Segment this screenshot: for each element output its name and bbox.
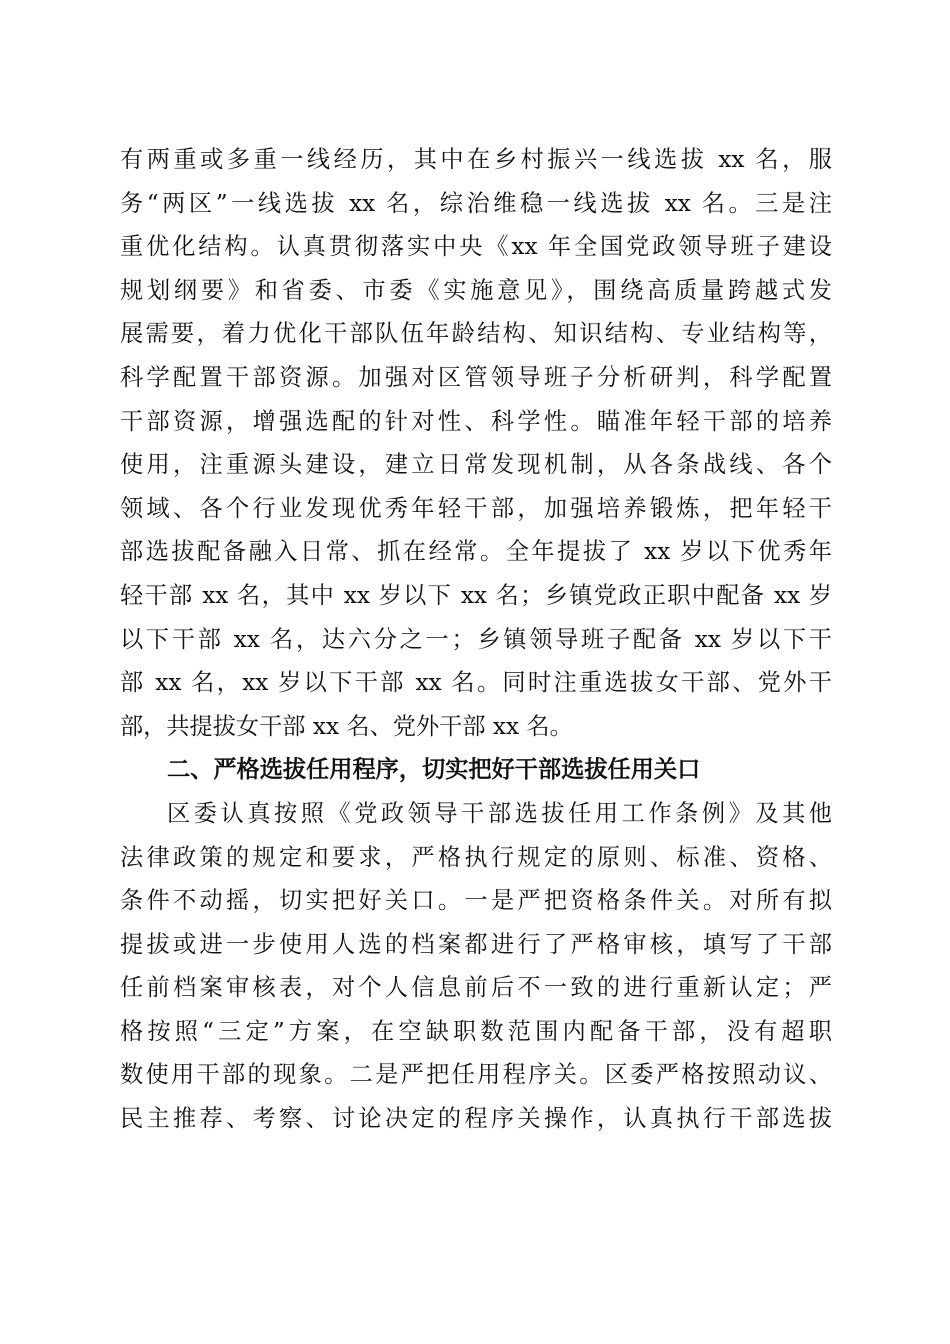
text-line: 格按照“三定”方案，在空缺职数范围内配备干部，没有超职 bbox=[120, 1017, 832, 1045]
text-line: 提拔或进一步使用人选的档案都进行了严格审核，填写了干部 bbox=[120, 930, 832, 958]
paragraph-section-two bbox=[120, 792, 832, 1141]
text-line: 展需要，着力优化干部队伍年龄结构、知识结构、专业结构等， bbox=[120, 320, 832, 348]
text-line: 以下干部 xx 名，达六分之一；乡镇领导班子配备 xx 岁以下干 bbox=[120, 625, 832, 653]
text-line: 轻干部 xx 名，其中 xx 岁以下 xx 名；乡镇党政正职中配备 xx 岁 bbox=[120, 581, 832, 609]
text-line: 重优化结构。认真贯彻落实中央《xx 年全国党政领导班子建设 bbox=[120, 233, 832, 261]
text-line: 区委认真按照《党政领导干部选拔任用工作条例》及其他 bbox=[167, 799, 832, 827]
text-line: 领域、各个行业发现优秀年轻干部，加强培养锻炼，把年轻干 bbox=[120, 494, 832, 522]
text-line: 条件不动摇，切实把好关口。一是严把资格条件关。对所有拟 bbox=[120, 887, 832, 915]
text-line: 数使用干部的现象。二是严把任用程序关。区委严格按照动议、 bbox=[120, 1061, 832, 1089]
text-line: 部选拔配备融入日常、抓在经常。全年提拔了 xx 岁以下优秀年 bbox=[120, 538, 832, 566]
text-line: 法律政策的规定和要求，严格执行规定的原则、标准、资格、 bbox=[120, 843, 832, 871]
paragraph-continued bbox=[120, 138, 832, 748]
text-line: 干部资源，增强选配的针对性、科学性。瞄准年轻干部的培养 bbox=[120, 407, 832, 435]
text-line: 任前档案审核表，对个人信息前后不一致的进行重新认定；严 bbox=[120, 974, 832, 1002]
text-line: 有两重或多重一线经历，其中在乡村振兴一线选拔 xx 名，服 bbox=[120, 146, 832, 173]
text-line: 务“两区”一线选拔 xx 名，综治维稳一线选拔 xx 名。三是注 bbox=[120, 189, 832, 217]
text-line: 使用，注重源头建设，建立日常发现机制，从各条战线、各个 bbox=[120, 451, 832, 479]
text-line: 科学配置干部资源。加强对区管领导班子分析研判，科学配置 bbox=[120, 363, 832, 391]
text-line: 部，共提拔女干部 xx 名、党外干部 xx 名。 bbox=[120, 712, 573, 740]
text-line: 规划纲要》和省委、市委《实施意见》，围绕高质量跨越式发 bbox=[120, 276, 832, 304]
text-line: 民主推荐、考察、讨论决定的程序关操作，认真执行干部选拔 bbox=[120, 1105, 832, 1133]
section-heading: 二、严格选拔任用程序，切实把好干部选拔任用关口 bbox=[167, 756, 701, 784]
text-line: 部 xx 名，xx 岁以下干部 xx 名。同时注重选拔女干部、党外干 bbox=[120, 669, 832, 697]
document-body bbox=[120, 138, 832, 1141]
